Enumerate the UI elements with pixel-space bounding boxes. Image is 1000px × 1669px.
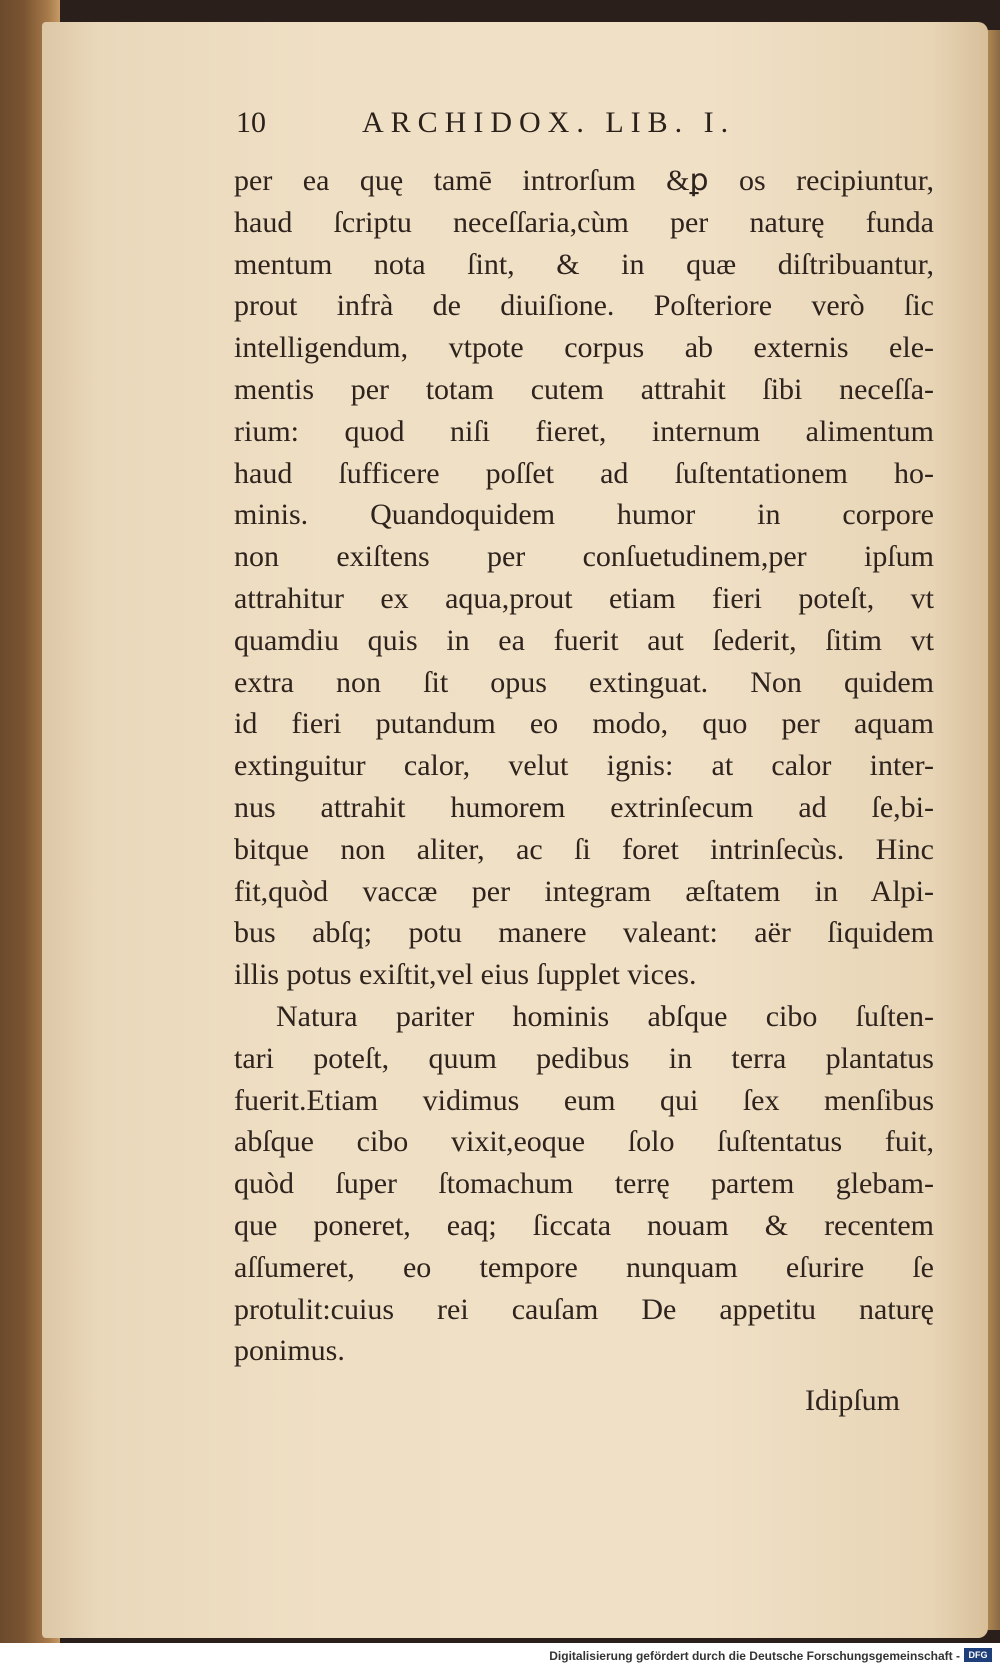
text-line: aſſumeret, eo tempore nunquam eſurire ſe — [234, 1250, 934, 1284]
text-line: quamdiu quis in ea fuerit aut ſederit, ſitim vt — [234, 623, 934, 657]
text-line: per ea quę tamē introrſum &ꝑ os recipiuntur, — [234, 164, 934, 197]
text-line: prout infrà de diuiſione. Poſteriore verò ſic — [234, 289, 934, 323]
text-line: mentis per totam cutem attrahit ſibi neceſſa- — [234, 372, 934, 406]
running-head — [0, 106, 1000, 146]
catchword: Idipſum — [805, 1384, 900, 1417]
text-line: haud ſufficere poſſet ad ſuſtentationem ho- — [234, 456, 934, 490]
text-line: tari poteſt, quum pedibus in terra plantatus — [234, 1041, 934, 1075]
body-text — [234, 160, 934, 1372]
text-line: rium: quod niſi fieret, internum alimentum — [234, 414, 934, 448]
text-line: non exiſtens per conſuetudinem,per ipſum — [234, 540, 934, 574]
text-line: minis. Quandoquidem humor in corpore — [234, 498, 934, 532]
text-line: id fieri putandum eo modo, quo per aquam — [234, 707, 934, 741]
running-title: ARCHIDOX. LIB. I. — [362, 106, 736, 139]
text-line: que poneret, eaq; ſiccata nouam & recentem — [234, 1208, 934, 1242]
text-line: fit,quòd vaccæ per integram æſtatem in Alpi- — [234, 874, 934, 908]
text-line: attrahitur ex aqua,prout etiam fieri poteſt, vt — [234, 581, 934, 615]
text-line: extra non ſit opus extinguat. Non quidem — [234, 665, 934, 699]
text-line: Natura pariter hominis abſque cibo ſuſten- — [276, 999, 934, 1033]
text-line: protulit:cuius rei cauſam De appetitu naturę — [234, 1292, 934, 1326]
footer-bar — [0, 1643, 1000, 1669]
text-line: intelligendum, vtpote corpus ab externis ele- — [234, 331, 934, 365]
text-line: bitque non aliter, ac ſi foret intrinſecùs. Hinc — [234, 832, 934, 866]
funding-credit: Digitalisierung gefördert durch die Deutsche Forschungsgemeinschaft - — [549, 1649, 960, 1663]
text-line: fuerit.Etiam vidimus eum qui ſex menſibus — [234, 1083, 934, 1117]
text-line: illis potus exiſtit,vel eius ſupplet vices. — [234, 958, 697, 992]
text-line: nus attrahit humorem extrinſecum ad ſe,bi- — [234, 790, 934, 824]
text-line: abſque cibo vixit,eoque ſolo ſuſtentatus fuit, — [234, 1125, 934, 1159]
text-line: ponimus. — [234, 1334, 345, 1368]
text-line: haud ſcriptu neceſſaria,cùm per naturę funda — [234, 205, 934, 239]
text-line: extinguitur calor, velut ignis: at calor inter- — [234, 749, 934, 783]
dfg-logo: DFG — [964, 1648, 992, 1662]
text-line: mentum nota ſint, & in quæ diſtribuantur, — [234, 247, 934, 281]
text-line: quòd ſuper ſtomachum terrę partem glebam- — [234, 1167, 934, 1201]
page-number: 10 — [236, 106, 266, 139]
text-line: bus abſq; potu manere valeant: aër ſiquidem — [234, 916, 934, 950]
